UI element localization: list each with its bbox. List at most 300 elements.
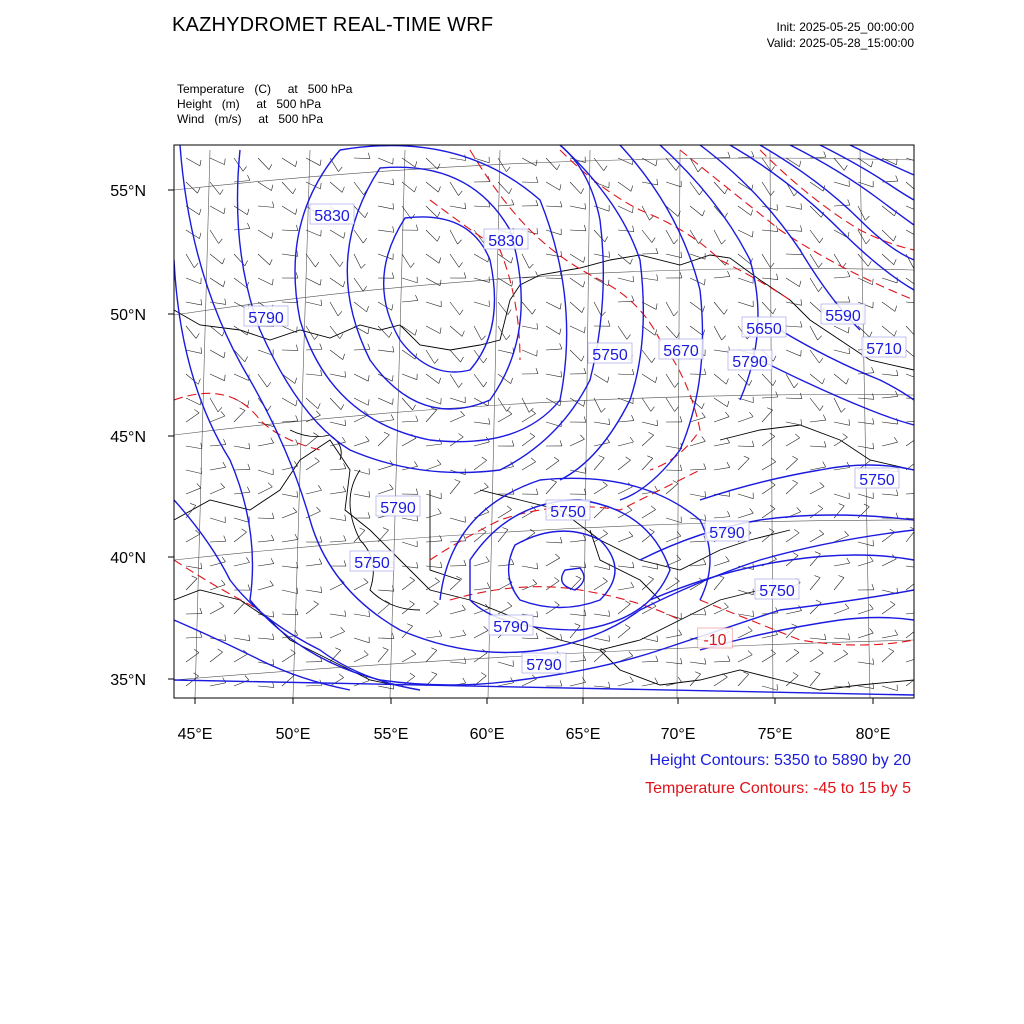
wind-barb bbox=[258, 518, 274, 519]
wind-barb-feather bbox=[792, 456, 797, 459]
wind-barb bbox=[714, 417, 729, 422]
wind-barb bbox=[714, 182, 725, 194]
wind-barb-feather bbox=[270, 259, 272, 264]
wind-barb bbox=[858, 398, 874, 399]
wind-barb bbox=[594, 302, 601, 316]
wind-barb-feather bbox=[365, 212, 368, 217]
wind-barb bbox=[474, 422, 490, 424]
lon-tick-label: 80°E bbox=[855, 726, 891, 743]
wind-barb-feather bbox=[560, 440, 562, 446]
wind-barb-feather bbox=[751, 210, 753, 216]
wind-barb bbox=[642, 638, 658, 642]
wind-barb-feather bbox=[409, 601, 414, 604]
wind-barb-feather bbox=[677, 532, 681, 537]
wind-barb-feather bbox=[340, 262, 343, 267]
wind-barb-feather bbox=[431, 672, 436, 674]
wind-barb-feather bbox=[630, 259, 632, 265]
wind-barb bbox=[186, 579, 197, 590]
wind-barb-feather bbox=[340, 334, 343, 339]
wind-barb-feather bbox=[383, 648, 389, 650]
wind-barb bbox=[738, 302, 753, 307]
wind-barb bbox=[426, 182, 438, 192]
wind-barb bbox=[906, 326, 917, 338]
wind-barb-feather bbox=[678, 677, 681, 682]
wind-barb-feather bbox=[511, 559, 514, 564]
height-contour-label: 5790 bbox=[493, 619, 529, 636]
wind-barb bbox=[810, 674, 820, 686]
wind-barb-feather bbox=[919, 415, 921, 420]
wind-barb-feather bbox=[482, 336, 486, 340]
wind-barb bbox=[786, 611, 802, 614]
wind-barb-feather bbox=[866, 239, 870, 244]
wind-barb-feather bbox=[532, 309, 535, 314]
wind-barb-feather bbox=[848, 271, 850, 277]
wind-barb-feather bbox=[368, 328, 369, 334]
wind-barb bbox=[426, 650, 437, 662]
wind-barb-feather bbox=[674, 240, 678, 244]
wind-barb bbox=[306, 398, 318, 409]
wind-barb bbox=[282, 398, 296, 406]
wind-barb-feather bbox=[895, 391, 898, 396]
wind-barb-feather bbox=[678, 211, 680, 217]
wind-barb bbox=[354, 398, 368, 405]
wind-barb bbox=[378, 398, 393, 404]
wind-barb-feather bbox=[657, 420, 658, 426]
wind-barb-feather bbox=[529, 264, 533, 268]
temperature-contours bbox=[174, 150, 914, 645]
wind-barb bbox=[714, 302, 724, 314]
wind-barb-feather bbox=[221, 483, 225, 487]
wind-barb-feather bbox=[437, 460, 441, 465]
lat-tick-label: 45°N bbox=[110, 429, 146, 446]
wind-barb bbox=[306, 564, 322, 566]
wind-barb bbox=[330, 678, 344, 686]
wind-barb bbox=[498, 564, 514, 566]
wind-barb bbox=[426, 604, 439, 614]
wind-barb-feather bbox=[555, 554, 560, 558]
wind-barb bbox=[834, 638, 850, 639]
lon-tick-label: 65°E bbox=[565, 726, 601, 743]
wind-barb bbox=[690, 662, 706, 664]
wind-barb-feather bbox=[815, 576, 821, 578]
wind-barb bbox=[834, 277, 850, 278]
wind-barb-feather bbox=[407, 624, 413, 626]
wind-barb bbox=[786, 422, 802, 425]
wind-barb-feather bbox=[652, 238, 655, 243]
wind-barb bbox=[858, 422, 874, 424]
wind-barb-feather bbox=[868, 261, 871, 266]
wind-barb-feather bbox=[823, 415, 826, 420]
wind-barb bbox=[378, 603, 390, 614]
wind-barb-feather bbox=[383, 528, 389, 530]
lon-tick-label: 50°E bbox=[275, 726, 311, 743]
wind-barb bbox=[762, 302, 773, 314]
wind-barb bbox=[738, 494, 753, 499]
wind-barb-feather bbox=[647, 456, 652, 458]
wind-barb-feather bbox=[675, 578, 680, 582]
wind-barb bbox=[258, 487, 272, 494]
wind-barb bbox=[618, 566, 634, 568]
wind-barb-feather bbox=[249, 443, 250, 449]
wind-barb-feather bbox=[414, 461, 417, 466]
wind-barb-feather bbox=[296, 272, 298, 278]
wind-barb bbox=[402, 542, 417, 547]
wind-barb-feather bbox=[464, 658, 465, 664]
wind-barb-feather bbox=[245, 675, 249, 680]
wind-barb bbox=[882, 559, 896, 566]
wind-barb bbox=[642, 458, 653, 470]
wind-barb bbox=[498, 182, 509, 194]
wind-barb-feather bbox=[224, 536, 226, 542]
wind-barb-feather bbox=[537, 563, 538, 569]
wind-barb-feather bbox=[724, 603, 728, 607]
wind-barb-feather bbox=[245, 357, 248, 362]
wind-barb-feather bbox=[296, 439, 298, 445]
wind-barb bbox=[402, 518, 418, 521]
wind-barb bbox=[306, 254, 315, 267]
wind-barb-feather bbox=[633, 207, 634, 213]
wind-barb bbox=[786, 438, 800, 446]
wind-barb bbox=[690, 565, 706, 566]
wind-barb bbox=[234, 446, 250, 449]
lat-tick-label: 40°N bbox=[110, 550, 146, 567]
wind-barb bbox=[258, 158, 269, 170]
wind-barb bbox=[522, 302, 532, 314]
wind-barb-feather bbox=[727, 462, 730, 467]
wind-barb-feather bbox=[609, 251, 610, 257]
wind-barb bbox=[378, 489, 393, 494]
wind-barb-feather bbox=[461, 357, 464, 362]
wind-barb-feather bbox=[705, 491, 706, 497]
wind-barb bbox=[570, 626, 580, 638]
wind-barb bbox=[402, 278, 417, 283]
wind-barb bbox=[882, 278, 897, 283]
wind-barb bbox=[810, 374, 822, 384]
wind-barb-feather bbox=[822, 378, 824, 384]
wind-barb-feather bbox=[815, 672, 821, 674]
height-contour-label: 5750 bbox=[859, 472, 895, 489]
wind-barb bbox=[570, 566, 586, 568]
wind-barb-feather bbox=[844, 165, 847, 170]
wind-barb bbox=[546, 374, 562, 377]
wind-barb bbox=[882, 686, 897, 691]
wind-barb-feather bbox=[632, 415, 634, 420]
wind-barb-feather bbox=[554, 457, 559, 460]
wind-barb bbox=[498, 683, 514, 686]
wind-barb-feather bbox=[271, 535, 274, 540]
wind-barb-feather bbox=[344, 535, 346, 541]
wind-barb-feather bbox=[201, 563, 202, 569]
wind-barb-feather bbox=[728, 511, 730, 516]
wind-barb bbox=[642, 278, 658, 280]
wind-barb-feather bbox=[894, 331, 896, 337]
wind-barb-feather bbox=[502, 527, 508, 529]
wind-barb-feather bbox=[225, 159, 226, 165]
wind-barb-feather bbox=[320, 632, 322, 638]
wind-barb bbox=[258, 470, 273, 475]
wind-barb bbox=[618, 230, 634, 232]
wind-barb bbox=[594, 566, 610, 570]
wind-barb bbox=[522, 436, 535, 446]
wind-barb-feather bbox=[364, 578, 368, 582]
wind-barb bbox=[642, 510, 656, 518]
wind-barb bbox=[330, 541, 346, 542]
wind-barb bbox=[426, 541, 442, 542]
wind-barb bbox=[666, 483, 678, 494]
wind-barb-feather bbox=[770, 263, 774, 268]
wind-barb-feather bbox=[777, 226, 778, 232]
wind-barb-feather bbox=[801, 299, 802, 305]
wind-barb-feather bbox=[865, 216, 869, 220]
wind-barb bbox=[618, 628, 630, 638]
wind-barb bbox=[546, 206, 562, 207]
wind-barb-feather bbox=[800, 393, 802, 399]
wind-barb-feather bbox=[866, 457, 871, 460]
wind-barb bbox=[594, 458, 604, 470]
wind-barb bbox=[426, 230, 437, 241]
wind-barb-feather bbox=[431, 648, 436, 650]
wind-barb bbox=[906, 230, 920, 238]
wind-barb bbox=[330, 632, 345, 638]
wind-barb bbox=[762, 278, 778, 280]
wind-barb bbox=[570, 439, 584, 446]
wind-barb-feather bbox=[679, 630, 682, 635]
wind-barb bbox=[258, 564, 274, 566]
wind-barb bbox=[762, 254, 770, 268]
wind-barb-feather bbox=[582, 677, 585, 682]
wind-barb-feather bbox=[601, 408, 605, 412]
lon-tick-label: 60°E bbox=[469, 726, 505, 743]
wind-barb bbox=[810, 446, 826, 447]
wind-barb-feather bbox=[920, 232, 921, 238]
wind-barb bbox=[474, 326, 482, 340]
wind-barb-feather bbox=[335, 648, 340, 650]
wind-barb bbox=[594, 581, 607, 590]
wind-barb bbox=[282, 374, 295, 383]
wind-barb-feather bbox=[464, 272, 466, 278]
wind-barb bbox=[306, 604, 319, 614]
wind-barb-feather bbox=[221, 411, 225, 416]
wind-barb bbox=[402, 374, 417, 380]
wind-barb-feather bbox=[439, 631, 442, 636]
wind-barb bbox=[618, 374, 634, 375]
wind-barb-feather bbox=[921, 298, 922, 304]
wind-barb bbox=[546, 158, 557, 170]
wind-barb-feather bbox=[894, 259, 896, 265]
wind-barb-feather bbox=[199, 209, 200, 215]
wind-barb bbox=[570, 540, 586, 542]
wind-barb bbox=[450, 416, 465, 422]
wind-barb-feather bbox=[273, 634, 274, 640]
wind-barb bbox=[810, 420, 826, 422]
wind-barb bbox=[210, 374, 225, 381]
wind-barb bbox=[426, 398, 441, 404]
wind-barb-feather bbox=[581, 188, 584, 193]
wind-barb-feather bbox=[753, 611, 754, 617]
wind-barb bbox=[450, 302, 460, 315]
wind-barb-feather bbox=[873, 418, 874, 424]
wind-barb bbox=[282, 158, 295, 167]
wind-barb-feather bbox=[417, 562, 418, 568]
wind-barb bbox=[570, 326, 585, 333]
lon-tick-label: 70°E bbox=[660, 726, 696, 743]
wind-barb bbox=[594, 614, 610, 616]
height-contour-label: 5750 bbox=[759, 583, 795, 600]
wind-barb bbox=[474, 653, 487, 662]
wind-barb bbox=[258, 686, 274, 687]
wind-barb-feather bbox=[843, 434, 848, 438]
wind-barb-feather bbox=[343, 486, 346, 491]
wind-barb bbox=[354, 278, 363, 291]
wind-barb-feather bbox=[507, 602, 511, 606]
wind-barb bbox=[354, 655, 368, 662]
wind-barb-feather bbox=[890, 601, 895, 604]
wind-barb-feather bbox=[585, 327, 586, 333]
wind-barb-feather bbox=[316, 507, 320, 511]
wind-barb bbox=[738, 446, 754, 447]
wind-barb bbox=[282, 494, 298, 497]
wind-barb-feather bbox=[581, 356, 584, 361]
wind-barb bbox=[426, 158, 438, 169]
wind-barb-feather bbox=[194, 409, 199, 413]
wind-barb bbox=[618, 487, 632, 494]
wind-barb bbox=[642, 683, 658, 686]
wind-barb bbox=[762, 635, 778, 638]
wind-barb bbox=[618, 460, 631, 470]
wind-barb-feather bbox=[313, 433, 318, 436]
wind-barb-feather bbox=[201, 299, 202, 305]
wind-barb bbox=[210, 206, 224, 214]
wind-barb-feather bbox=[369, 491, 370, 497]
wind-barb bbox=[330, 350, 343, 360]
wind-barb bbox=[522, 566, 538, 569]
wind-barb bbox=[306, 461, 319, 470]
wind-barb bbox=[762, 230, 778, 232]
wind-barb-feather bbox=[870, 628, 874, 633]
wind-barb-feather bbox=[315, 335, 319, 340]
wind-barb-feather bbox=[744, 456, 749, 459]
wind-barb bbox=[282, 512, 297, 518]
wind-barbs bbox=[186, 151, 922, 690]
wind-barb-feather bbox=[367, 306, 369, 312]
wind-barb bbox=[306, 182, 320, 189]
wind-barb bbox=[594, 254, 610, 257]
wind-barb-feather bbox=[554, 577, 559, 581]
wind-barb bbox=[330, 469, 346, 470]
wind-barb bbox=[186, 158, 200, 166]
wind-barb-feather bbox=[225, 635, 226, 641]
wind-barb bbox=[330, 230, 344, 238]
wind-barb-feather bbox=[657, 274, 658, 280]
wind-barb bbox=[666, 446, 682, 449]
wind-barb-feather bbox=[629, 651, 633, 656]
wind-barb bbox=[858, 326, 869, 337]
wind-barb-feather bbox=[582, 307, 584, 313]
wind-barb-feather bbox=[345, 515, 346, 521]
wind-barb-feather bbox=[792, 480, 797, 483]
wind-barb bbox=[594, 686, 610, 688]
wind-barb bbox=[882, 230, 893, 241]
wind-barb-feather bbox=[224, 352, 225, 358]
wind-barb bbox=[426, 566, 442, 568]
wind-barb-feather bbox=[273, 611, 274, 617]
wind-barb-feather bbox=[393, 203, 394, 209]
wind-barb bbox=[474, 374, 483, 387]
wind-barb bbox=[858, 446, 874, 449]
wind-barb bbox=[882, 206, 895, 216]
height-legend: Height Contours: 5350 to 5890 by 20 bbox=[649, 752, 911, 769]
wind-barb bbox=[858, 633, 873, 638]
wind-barb-feather bbox=[344, 560, 346, 566]
wind-barb-feather bbox=[268, 406, 271, 411]
wind-barb bbox=[354, 158, 370, 159]
wind-barb-feather bbox=[438, 164, 441, 169]
wind-barb-feather bbox=[200, 160, 201, 166]
wind-barb-feather bbox=[295, 378, 297, 384]
wind-barb-feather bbox=[819, 263, 823, 268]
wind-barb-feather bbox=[914, 577, 919, 580]
wind-barb bbox=[546, 254, 562, 257]
wind-barb-feather bbox=[530, 529, 535, 533]
wind-barb-feather bbox=[656, 656, 658, 662]
wind-barb bbox=[330, 518, 346, 521]
wind-barb-feather bbox=[921, 514, 922, 520]
wind-barb-feather bbox=[584, 225, 586, 231]
wind-barb-feather bbox=[197, 483, 201, 488]
wind-barb-feather bbox=[794, 649, 799, 652]
wind-barb-feather bbox=[511, 678, 514, 683]
wind-barb bbox=[594, 158, 604, 171]
wind-barb-feather bbox=[463, 678, 466, 683]
wind-barb-feather bbox=[843, 650, 848, 654]
wind-barb bbox=[810, 398, 820, 411]
height-contour-label: 5590 bbox=[825, 308, 861, 325]
height-contour-label: 5790 bbox=[709, 525, 745, 542]
wind-barb bbox=[186, 446, 202, 449]
wind-barb bbox=[210, 541, 226, 542]
wind-barb-feather bbox=[268, 483, 272, 487]
wind-barb-feather bbox=[681, 252, 682, 258]
height-contour-label: 5750 bbox=[550, 504, 586, 521]
wind-barb bbox=[834, 506, 844, 518]
wind-barb-feather bbox=[873, 443, 874, 449]
wind-barb-feather bbox=[675, 383, 679, 388]
wind-barb-feather bbox=[315, 262, 318, 267]
wind-barb-feather bbox=[580, 435, 584, 439]
wind-barb bbox=[762, 509, 775, 518]
wind-barb-feather bbox=[655, 486, 658, 491]
wind-barb-feather bbox=[792, 624, 797, 626]
wind-barb-feather bbox=[838, 575, 844, 577]
wind-barb bbox=[810, 230, 820, 243]
wind-barb-feather bbox=[200, 608, 202, 614]
wind-barb bbox=[402, 421, 418, 422]
wind-barb-feather bbox=[896, 176, 898, 182]
wind-barb bbox=[426, 206, 437, 217]
wind-barb-feather bbox=[318, 403, 320, 409]
wind-barb bbox=[402, 158, 415, 167]
wind-barb bbox=[474, 206, 490, 207]
wind-barb-feather bbox=[438, 508, 441, 513]
wind-barb bbox=[426, 410, 437, 422]
wind-barb-feather bbox=[321, 587, 322, 593]
wind-barb bbox=[426, 581, 440, 590]
wind-barb bbox=[186, 302, 202, 305]
wind-barb bbox=[234, 654, 248, 662]
wind-barb-feather bbox=[704, 369, 706, 375]
wind-barb bbox=[354, 530, 365, 542]
wind-barb-feather bbox=[267, 382, 271, 387]
